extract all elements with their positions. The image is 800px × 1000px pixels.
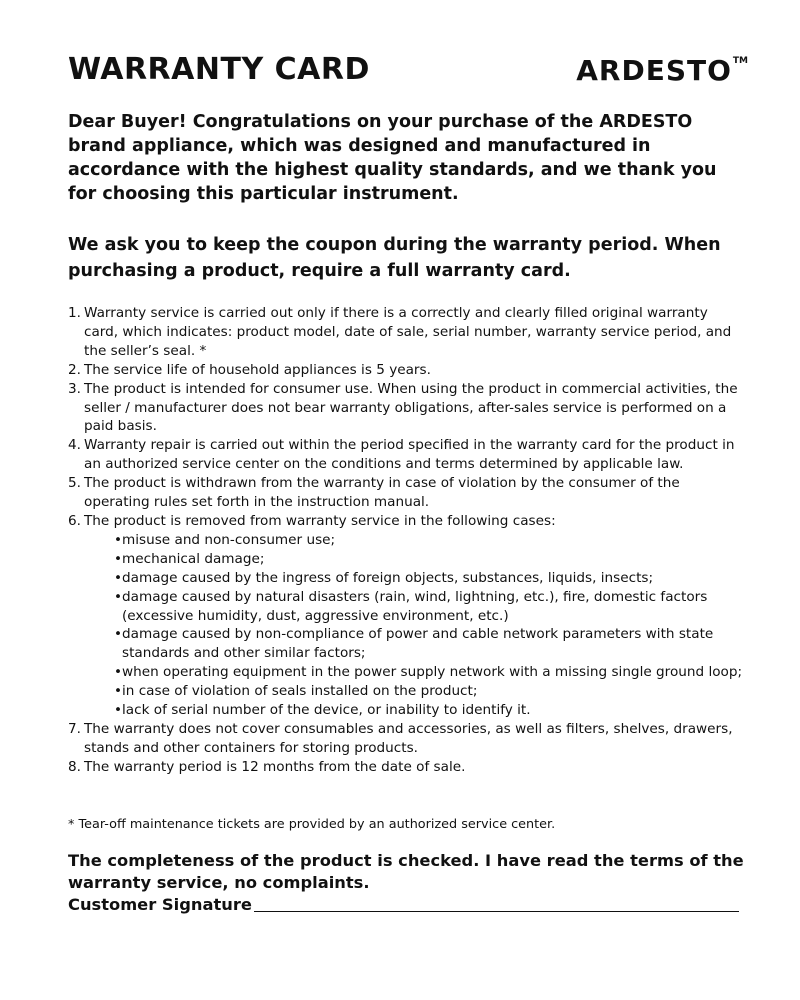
term-item [68,380,744,437]
signature-line[interactable] [254,895,739,912]
exclusion-case [114,625,744,663]
term-item [68,361,744,380]
term-number: 6. [68,512,81,529]
term-item [68,512,744,720]
bullet-icon: • [114,531,123,548]
term-text: Warranty service is carried out only if there is a correctly and clearly filled original warranty card, which indicates: product model, date of sale, serial number, warranty service period, and the seller’s seal. * [84,305,732,359]
exclusion-case-text: misuse and non-consumer use; [122,531,336,548]
bullet-icon: • [114,664,123,681]
exclusion-case-text: in case of violation of seals installed on the product; [122,683,478,700]
term-number: 5. [68,475,81,492]
exclusion-case-text: when operating equipment in the power supply network with a missing single ground loop; [122,664,743,681]
closing-section [68,850,748,916]
intro-greeting: Dear Buyer! Congratulations on your purchase of the ARDESTO brand appliance, which was designed and manufactured in accordance with the highest quality standards, and we thank you for choosing this particular instrument. [68,112,717,204]
exclusion-case [114,550,744,569]
exclusion-case-text: damage caused by natural disasters (rain, wind, lightning, etc.), fire, domestic factors (excessive humidity, dust, aggressive environment, etc.) [122,588,708,624]
signature-row [68,894,748,916]
warranty-terms-list [68,304,744,777]
term-text: Warranty repair is carried out within the period specified in the warranty card for the product in an authorized service center on the conditions and terms determined by applicable law. [84,437,735,473]
trademark-symbol: TM [732,56,748,66]
term-number: 3. [68,380,81,397]
completeness-statement: The completeness of the product is checked. I have read the terms of the warranty service, no complaints. [68,851,744,892]
term-item [68,436,744,474]
signature-label: Customer Signature [68,895,252,914]
term-text: The product is withdrawn from the warranty in case of violation by the consumer of the operating rules set forth in the instruction manual. [84,475,680,511]
term-item [68,474,744,512]
term-text: The warranty period is 12 months from the date of sale. [84,758,466,775]
term-text: The warranty does not cover consumables and accessories, as well as filters, shelves, drawers, stands and other containers for storing products. [84,720,733,756]
header [68,52,748,96]
exclusion-case [114,701,744,720]
bullet-icon: • [114,626,123,643]
exclusion-cases-list [84,531,744,720]
term-text: The product is intended for consumer use. When using the product in commercial activities, the seller / manufacturer does not bear warranty obligations, after-sales service is performed on a paid basis. [84,380,738,435]
term-item [68,304,744,361]
exclusion-case [114,531,744,550]
bullet-icon: • [114,702,123,719]
brand-logo [576,54,748,87]
bullet-icon: • [114,588,123,605]
term-number: 4. [68,437,81,454]
term-number: 7. [68,720,81,737]
term-number: 1. [68,305,81,321]
exclusion-case [114,569,744,588]
term-item [68,720,744,758]
exclusion-case [114,682,744,701]
bullet-icon: • [114,683,123,700]
term-body-with-cases [84,512,744,720]
term-number: 8. [68,758,81,775]
exclusion-case-text: damage caused by the ingress of foreign objects, substances, liquids, insects; [122,569,654,586]
exclusion-case [114,663,744,682]
page-title: WARRANTY CARD [68,52,370,87]
bullet-icon: • [114,569,123,586]
exclusion-case-text: lack of serial number of the device, or inability to identify it. [122,702,531,719]
exclusion-case [114,588,744,626]
logo-wordmark: ARDESTO [576,54,732,87]
bullet-icon: • [114,550,123,567]
term-text: The product is removed from warranty service in the following cases: [84,512,556,529]
term-text: The service life of household appliances is 5 years. [84,361,431,378]
term-number: 2. [68,361,81,378]
exclusion-case-text: damage caused by non-compliance of power and cable network parameters with state standards and other similar factors; [122,626,714,662]
intro-coupon-notice: We ask you to keep the coupon during the warranty period. When purchasing a product, require a full warranty card. [68,235,721,281]
footnote: * Tear-off maintenance tickets are provided by an authorized service center. [68,817,556,832]
exclusion-case-text: mechanical damage; [122,550,265,567]
term-item [68,758,744,777]
